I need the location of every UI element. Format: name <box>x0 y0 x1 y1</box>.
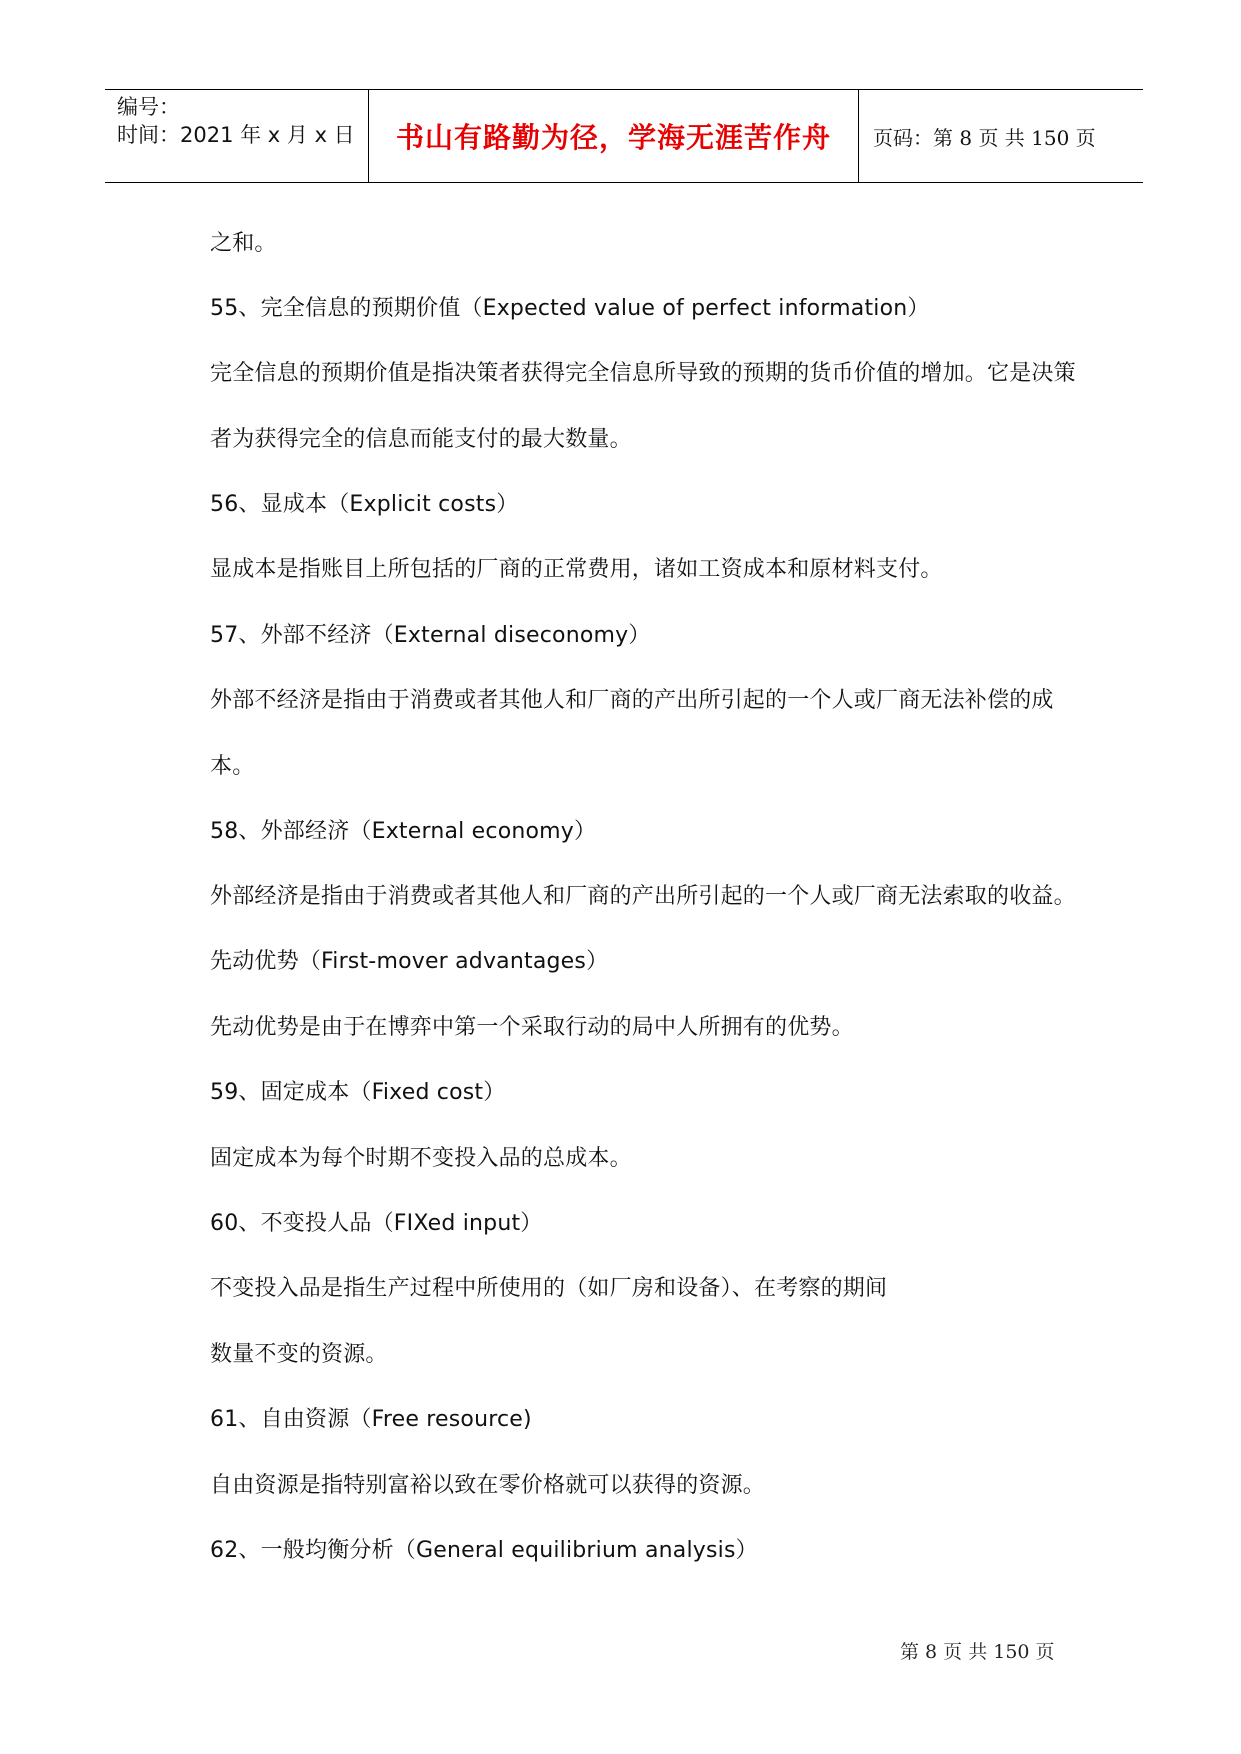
serial-label: 编号： <box>117 95 180 119</box>
term-heading: 先动优势（First-mover advantages） <box>210 949 609 974</box>
text-line: 本。 <box>210 754 255 779</box>
header-page-code: 页码：第 8 页 共 150 页 <box>873 125 1096 150</box>
text-line: 外部经济是指由于消费或者其他人和厂商的产出所引起的一个人或厂商无法索取的收益。 <box>210 884 1076 909</box>
text-line: 者为获得完全的信息而能支付的最大数量。 <box>210 427 632 452</box>
page-header <box>105 89 1143 183</box>
page-footer: 第 8 页 共 150 页 <box>900 1641 1055 1663</box>
text-line: 先动优势是由于在博弈中第一个采取行动的局中人所拥有的优势。 <box>210 1015 854 1040</box>
text-line: 完全信息的预期价值是指决策者获得完全信息所导致的预期的货币价值的增加。它是决策 <box>210 361 1076 386</box>
term-heading: 57、外部不经济（External diseconomy） <box>210 623 651 648</box>
text-line: 显成本是指账目上所包括的厂商的正常费用，诸如工资成本和原材料支付。 <box>210 557 943 582</box>
header-meta <box>105 90 369 182</box>
term-heading: 58、外部经济（External economy） <box>210 819 597 844</box>
term-heading: 56、显成本（Explicit costs） <box>210 492 519 517</box>
term-heading: 60、不变投人品（FIXed input） <box>210 1211 543 1236</box>
text-line: 不变投入品是指生产过程中所使用的（如厂房和设备）、在考察的期间 <box>210 1276 888 1301</box>
text-line: 之和。 <box>210 231 277 256</box>
text-line: 数量不变的资源。 <box>210 1342 388 1367</box>
term-heading: 61、自由资源（Free resource) <box>210 1407 532 1432</box>
header-motto: 书山有路勤为径，学海无涯苦作舟 <box>369 90 859 182</box>
time-label: 时间：2021 年 x 月 x 日 <box>117 123 355 147</box>
text-line: 外部不经济是指由于消费或者其他人和厂商的产出所引起的一个人或厂商无法补偿的成 <box>210 688 1054 713</box>
term-heading: 55、完全信息的预期价值（Expected value of perfect information） <box>210 296 930 321</box>
text-line: 自由资源是指特别富裕以致在零价格就可以获得的资源。 <box>210 1473 766 1498</box>
term-heading: 59、固定成本（Fixed cost） <box>210 1080 506 1105</box>
text-line: 固定成本为每个时期不变投入品的总成本。 <box>210 1146 632 1171</box>
term-heading: 62、一般均衡分析（General equilibrium analysis） <box>210 1538 758 1563</box>
